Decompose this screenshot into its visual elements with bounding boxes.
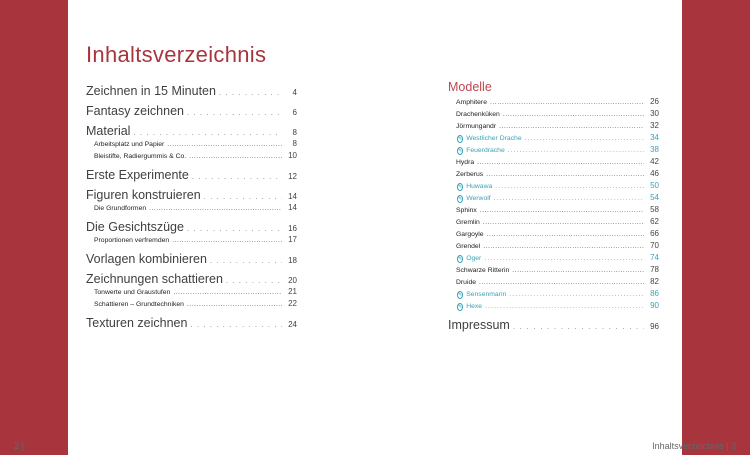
- leader-dots: [173, 289, 282, 296]
- leader-dots: [485, 303, 644, 310]
- toc-entry-page: 86: [650, 289, 659, 298]
- toc-entry-impressum[interactable]: [448, 318, 659, 333]
- model-subentry[interactable]: [448, 145, 659, 157]
- toc-entry-label: Impressum: [448, 318, 510, 332]
- left-margin-band: [0, 0, 68, 455]
- model-entry[interactable]: [448, 205, 659, 217]
- toc-right-column: [448, 80, 659, 333]
- leader-dots: [167, 141, 282, 148]
- leader-dots: [512, 267, 644, 274]
- toc-entry-page: 66: [650, 229, 659, 238]
- leader-dots: [210, 256, 282, 265]
- toc-entry-label: Die Grundformen: [94, 205, 147, 212]
- toc-entry-page: 24: [288, 320, 297, 329]
- toc-entry-label: Sphinx: [456, 207, 477, 214]
- toc-entry-label: Zerberus: [456, 171, 484, 178]
- toc-entry-page: 90: [650, 301, 659, 310]
- pencil-circle-icon: ✎: [458, 292, 463, 298]
- toc-entry-page: 4: [292, 88, 297, 97]
- leader-dots: [219, 88, 282, 97]
- leader-dots: [187, 108, 282, 117]
- leader-dots: [187, 301, 282, 308]
- toc-entry-page: 30: [650, 109, 659, 118]
- toc-subentry[interactable]: [86, 203, 297, 215]
- toc-entry-label: Texturen zeichnen: [86, 316, 188, 330]
- toc-entry[interactable]: [86, 316, 297, 331]
- toc-entry[interactable]: [86, 220, 297, 235]
- leader-dots: [204, 192, 282, 201]
- toc-entry[interactable]: [86, 168, 297, 183]
- toc-entry-page: 96: [650, 322, 659, 331]
- leader-dots: [479, 279, 644, 286]
- toc-entry-label: Erste Experimente: [86, 168, 189, 182]
- toc-entry-label: Zeichnen in 15 Minuten: [86, 84, 216, 98]
- toc-entry[interactable]: [86, 84, 297, 99]
- toc-entry-page: 17: [288, 235, 297, 244]
- toc-entry-label: Vorlagen kombinieren: [86, 252, 207, 266]
- toc-entry-label: Hexe: [466, 303, 483, 310]
- toc-entry-page: 6: [292, 108, 297, 117]
- toc-entry-label: Figuren konstruieren: [86, 188, 201, 202]
- pencil-circle-icon: ✎: [458, 196, 463, 202]
- toc-entry-page: 62: [650, 217, 659, 226]
- leader-dots: [172, 237, 282, 244]
- toc-entry-page: 21: [288, 287, 297, 296]
- toc-entry-page: 26: [650, 97, 659, 106]
- leader-dots: [187, 224, 282, 233]
- model-entry[interactable]: [448, 265, 659, 277]
- toc-entry-label: Feuerdrache: [466, 147, 505, 154]
- toc-entry-label: Drachenküken: [456, 111, 500, 118]
- toc-entry-page: 34: [650, 133, 659, 142]
- toc-entry-page: 10: [288, 151, 297, 160]
- toc-subentry[interactable]: [86, 151, 297, 163]
- toc-entry-page: 16: [288, 224, 297, 233]
- toc-entry[interactable]: [86, 272, 297, 287]
- toc-entry-page: 46: [650, 169, 659, 178]
- pencil-circle-icon: ✎: [458, 136, 463, 142]
- leader-dots: [508, 147, 644, 154]
- modelle-list: [448, 97, 659, 313]
- toc-entry[interactable]: [86, 188, 297, 203]
- toc-entry-label: Arbeitsplatz und Papier: [94, 141, 165, 148]
- leader-dots: [490, 99, 644, 106]
- toc-entry-label: Grendel: [456, 243, 481, 250]
- pencil-circle-icon: ✎: [458, 148, 463, 154]
- model-entry[interactable]: [448, 121, 659, 133]
- leader-dots: [525, 135, 644, 142]
- page-title: Inhaltsverzeichnis: [86, 42, 267, 67]
- leader-dots: [486, 171, 644, 178]
- toc-entry-label: Jörmungandr: [456, 123, 497, 130]
- toc-entry-page: 14: [288, 203, 297, 212]
- toc-entry-label: Die Gesichtszüge: [86, 220, 184, 234]
- leader-dots: [480, 207, 644, 214]
- leader-dots: [226, 276, 282, 285]
- model-subentry[interactable]: [448, 301, 659, 313]
- model-entry[interactable]: [448, 157, 659, 169]
- toc-entry-label: Schwarze Ritterin: [456, 267, 510, 274]
- toc-entry-page: 42: [650, 157, 659, 166]
- leader-dots: [483, 219, 644, 226]
- toc-entry[interactable]: [86, 104, 297, 119]
- toc-entry-page: 82: [650, 277, 659, 286]
- model-entry[interactable]: [448, 97, 659, 109]
- toc-entry-label: Hydra: [456, 159, 475, 166]
- model-subentry[interactable]: [448, 181, 659, 193]
- toc-entry-label: Sensenmann: [466, 291, 507, 298]
- folio-left: 2 |: [14, 441, 24, 451]
- leader-dots: [484, 255, 644, 262]
- toc-entry-page: 8: [292, 128, 297, 137]
- model-entry[interactable]: [448, 217, 659, 229]
- toc-entry[interactable]: [86, 252, 297, 267]
- toc-entry-page: 18: [288, 256, 297, 265]
- leader-dots: [499, 123, 644, 130]
- leader-dots: [483, 243, 644, 250]
- toc-entry-label: Oger: [466, 255, 482, 262]
- toc-entry-page: 14: [288, 192, 297, 201]
- leader-dots: [487, 231, 644, 238]
- toc-entry-page: 20: [288, 276, 297, 285]
- toc-entry-label: Tonwerte und Graustufen: [94, 289, 171, 296]
- toc-entry-page: 12: [288, 172, 297, 181]
- model-subentry[interactable]: [448, 289, 659, 301]
- leader-dots: [189, 153, 282, 160]
- toc-entry-page: 54: [650, 193, 659, 202]
- toc-entry-page: 50: [650, 181, 659, 190]
- model-entry[interactable]: [448, 109, 659, 121]
- toc-entry-label: Fantasy zeichnen: [86, 104, 184, 118]
- leader-dots: [495, 183, 644, 190]
- toc-entry-label: Werwolf: [466, 195, 491, 202]
- model-entry[interactable]: [448, 241, 659, 253]
- toc-entry-label: Druide: [456, 279, 477, 286]
- modelle-heading: Modelle: [448, 80, 492, 94]
- leader-dots: [513, 322, 644, 331]
- toc-entry-page: 74: [650, 253, 659, 262]
- toc-entry-page: 22: [288, 299, 297, 308]
- model-entry[interactable]: [448, 169, 659, 181]
- model-entry[interactable]: [448, 277, 659, 289]
- toc-entry-page: 32: [650, 121, 659, 130]
- leader-dots: [509, 291, 644, 298]
- model-subentry[interactable]: [448, 193, 659, 205]
- toc-entry[interactable]: [86, 124, 297, 139]
- pencil-circle-icon: ✎: [458, 304, 463, 310]
- toc-entry-label: Amphitere: [456, 99, 487, 106]
- toc-entry-label: Gremlin: [456, 219, 480, 226]
- leader-dots: [477, 159, 644, 166]
- toc-subentry[interactable]: [86, 299, 297, 311]
- pencil-circle-icon: ✎: [458, 256, 463, 262]
- toc-entry-label: Proportionen verfremden: [94, 237, 170, 244]
- leader-dots: [190, 320, 282, 329]
- toc-subentry[interactable]: [86, 235, 297, 247]
- leader-dots: [192, 172, 282, 181]
- pencil-circle-icon: ✎: [458, 184, 463, 190]
- toc-entry-label: Westlicher Drache: [466, 135, 522, 142]
- leader-dots: [133, 128, 282, 137]
- toc-entry-label: Bleistifte, Radiergummis & Co.: [94, 153, 187, 160]
- toc-left-column: [86, 84, 297, 331]
- toc-entry-label: Schattieren – Grundtechniken: [94, 301, 184, 308]
- toc-subentry[interactable]: [86, 139, 297, 151]
- toc-entry-page: 8: [292, 139, 297, 148]
- right-margin-band: [682, 0, 750, 455]
- folio-right: [626, 441, 736, 451]
- toc-entry-label: Zeichnungen schattieren: [86, 272, 223, 286]
- toc-entry-page: 58: [650, 205, 659, 214]
- toc-subentry[interactable]: [86, 287, 297, 299]
- leader-dots: [149, 205, 282, 212]
- toc-entry-page: 38: [650, 145, 659, 154]
- toc-entry-label: Gargoyle: [456, 231, 484, 238]
- folio-right-text: Inhaltsverzeichnis | 3: [652, 441, 736, 451]
- toc-entry-label: Huwawa: [466, 183, 493, 190]
- toc-entry-page: 78: [650, 265, 659, 274]
- model-entry[interactable]: [448, 229, 659, 241]
- model-subentry[interactable]: [448, 133, 659, 145]
- leader-dots: [503, 111, 644, 118]
- toc-entry-page: 70: [650, 241, 659, 250]
- model-subentry[interactable]: [448, 253, 659, 265]
- leader-dots: [494, 195, 644, 202]
- toc-entry-label: Material: [86, 124, 131, 138]
